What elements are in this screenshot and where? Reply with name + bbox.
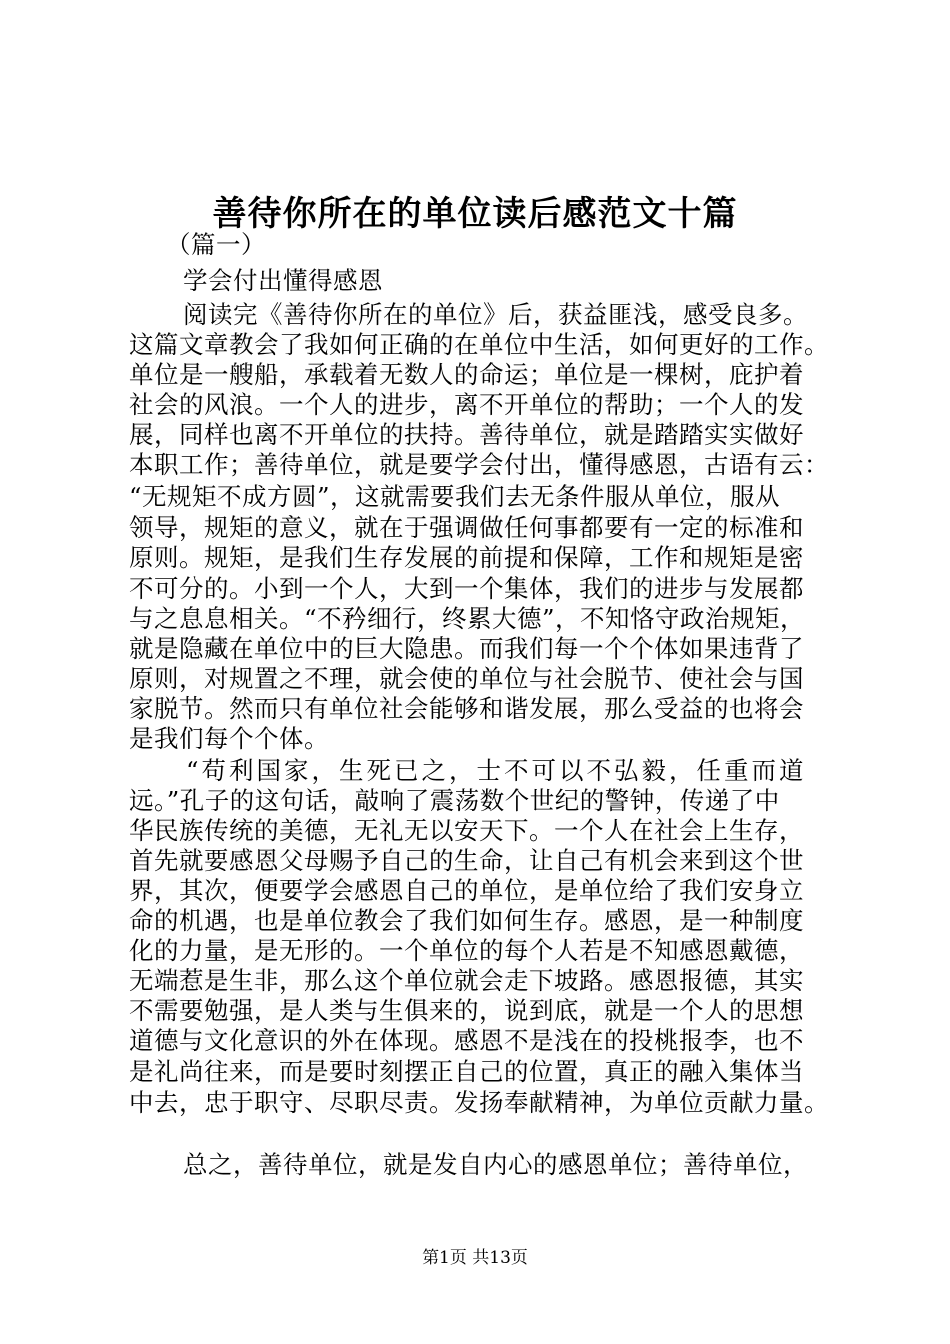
page-number-footer: 第1页 共13页 [422, 1248, 528, 1268]
paragraph-line: 华民族传统的美德，无礼无以安天下。一个人在社会上生存， [129, 816, 804, 845]
section-subtitle: 学会付出懂得感恩 [183, 266, 383, 295]
paragraph-line: 展，同样也离不开单位的扶持。善待单位，就是踏踏实实做好 [129, 420, 804, 449]
paragraph-line: 领导，规矩的意义，就在于强调做任何事都要有一定的标准和 [129, 513, 804, 542]
paragraph-line: 不需要勉强，是人类与生俱来的，说到底，就是一个人的思想 [129, 996, 804, 1025]
paragraph-line: 远。”孔子的这句话，敲响了震荡数个世纪的警钟，传递了中 [129, 786, 780, 815]
paragraph-line: 道德与文化意识的外在体现。感恩不是浅在的投桃报李，也不 [129, 1026, 804, 1055]
paragraph-line: 家脱节。然而只有单位社会能够和谐发展，那么受益的也将会 [129, 694, 804, 723]
paragraph-line: “无规矩不成方圆”，这就需要我们去无条件服从单位，服从 [129, 482, 781, 511]
paragraph-line: 是我们每个个体。 [129, 724, 329, 753]
paragraph-line: 单位是一艘船，承载着无数人的命运；单位是一棵树，庇护着 [129, 360, 804, 389]
paragraph-line: 总之，善待单位，就是发自内心的感恩单位；善待单位， [183, 1150, 808, 1179]
paragraph-line: 不可分的。小到一个人，大到一个集体，我们的进步与发展都 [129, 574, 804, 603]
paragraph-line: 与之息息相关。“不矜细行，终累大德”，不知恪守政治规矩， [129, 604, 806, 633]
paragraph-line: 中去，忠于职守、尽职尽责。发扬奉献精神，为单位贡献力量。 [129, 1088, 829, 1117]
paragraph-line: “苟利国家，生死已之，士不可以不弘毅，任重而道 [186, 756, 807, 785]
paragraph-line: 命的机遇，也是单位教会了我们如何生存。感恩，是一种制度 [129, 906, 804, 935]
paragraph-line: 原则，对规置之不理，就会使的单位与社会脱节、使社会与国 [129, 664, 804, 693]
paragraph-line: 就是隐藏在单位中的巨大隐患。而我们每一个个体如果违背了 [129, 634, 804, 663]
document-title: 善待你所在的单位读后感范文十篇 [212, 194, 738, 234]
paragraph-line: 阅读完《善待你所在的单位》后，获益匪浅，感受良多。 [183, 300, 808, 329]
section-label: （篇一） [166, 230, 266, 259]
paragraph-line: 原则。规矩，是我们生存发展的前提和保障，工作和规矩是密 [129, 543, 804, 572]
paragraph-line: 是礼尚往来，而是要时刻摆正自己的位置，真正的融入集体当 [129, 1057, 804, 1086]
paragraph-line: 首先就要感恩父母赐予自己的生命，让自己有机会来到这个世 [129, 846, 804, 875]
paragraph-line: 社会的风浪。一个人的进步，离不开单位的帮助；一个人的发 [129, 390, 804, 419]
paragraph-line: 界，其次，便要学会感恩自己的单位，是单位给了我们安身立 [129, 876, 804, 905]
paragraph-line: 无端惹是生非，那么这个单位就会走下坡路。感恩报德，其实 [129, 966, 804, 995]
paragraph-line: 这篇文章教会了我如何正确的在单位中生活，如何更好的工作。 [129, 330, 829, 359]
paragraph-line: 化的力量，是无形的。一个单位的每个人若是不知感恩戴德， [129, 936, 804, 965]
paragraph-line: 本职工作；善待单位，就是要学会付出，懂得感恩，古语有云： [129, 450, 829, 479]
